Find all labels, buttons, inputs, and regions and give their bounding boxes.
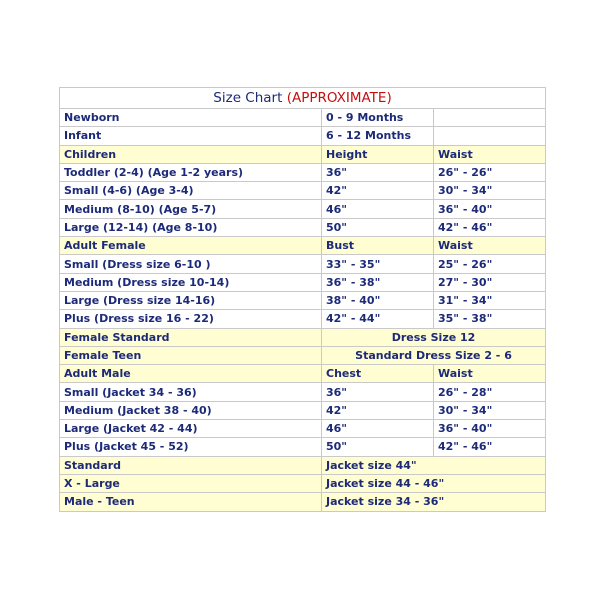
table-row (60, 145, 546, 163)
row-value-2: Waist (434, 145, 546, 163)
table-row (60, 365, 546, 383)
row-label: Small (4-6) (Age 3-4) (60, 182, 322, 200)
row-value-2: 26" - 26" (434, 163, 546, 181)
row-value-2: 36" - 40" (434, 200, 546, 218)
row-label: Plus (Dress size 16 - 22) (60, 310, 322, 328)
row-value-1: Height (322, 145, 434, 163)
row-value-1: 36" (322, 383, 434, 401)
row-value-1: 38" - 40" (322, 291, 434, 309)
row-value-1: 36" - 38" (322, 273, 434, 291)
size-chart-table (59, 87, 546, 512)
row-value: Standard Dress Size 2 - 6 (322, 346, 546, 364)
row-value-2: Waist (434, 365, 546, 383)
title-main: Size Chart (213, 89, 283, 106)
row-label: Plus (Jacket 45 - 52) (60, 438, 322, 456)
table-row (60, 163, 546, 181)
row-value-2: 35" - 38" (434, 310, 546, 328)
row-value-2: 27" - 30" (434, 273, 546, 291)
row-label: Male - Teen (60, 493, 322, 511)
table-row (60, 328, 546, 346)
table-row (60, 456, 546, 474)
row-label: Newborn (60, 109, 322, 127)
row-value-2: Waist (434, 237, 546, 255)
row-value-1: Bust (322, 237, 434, 255)
title-accent: (APPROXIMATE) (286, 89, 392, 106)
row-value-1: 46" (322, 420, 434, 438)
row-value-1: 0 - 9 Months (322, 109, 434, 127)
table-row (60, 255, 546, 273)
row-value-1: 42" - 44" (322, 310, 434, 328)
row-value-2 (434, 127, 546, 145)
row-label: Small (Dress size 6-10 ) (60, 255, 322, 273)
table-row (60, 310, 546, 328)
row-value-2: 31" - 34" (434, 291, 546, 309)
row-value-1: 50" (322, 438, 434, 456)
row-value-1: 6 - 12 Months (322, 127, 434, 145)
row-value-1: 42" (322, 182, 434, 200)
row-value-2: 42" - 46" (434, 438, 546, 456)
row-value-2: 42" - 46" (434, 218, 546, 236)
row-value-2: 36" - 40" (434, 420, 546, 438)
table-row (60, 109, 546, 127)
table-row (60, 200, 546, 218)
chart-body (60, 109, 546, 512)
table-row (60, 127, 546, 145)
row-value-2: 26" - 28" (434, 383, 546, 401)
table-row (60, 218, 546, 236)
row-value-1: 46" (322, 200, 434, 218)
row-value: Dress Size 12 (322, 328, 546, 346)
row-value: Jacket size 34 - 36" (322, 493, 546, 511)
row-value-1: 33" - 35" (322, 255, 434, 273)
row-value: Jacket size 44" (322, 456, 546, 474)
row-label: Standard (60, 456, 322, 474)
row-value-1: Chest (322, 365, 434, 383)
table-row (60, 420, 546, 438)
table-row (60, 291, 546, 309)
table-row (60, 438, 546, 456)
row-value: Jacket size 44 - 46" (322, 474, 546, 492)
row-label: Medium (8-10) (Age 5-7) (60, 200, 322, 218)
row-label: Children (60, 145, 322, 163)
row-label: X - Large (60, 474, 322, 492)
row-label: Female Standard (60, 328, 322, 346)
row-label: Female Teen (60, 346, 322, 364)
table-row (60, 493, 546, 511)
chart-title (60, 88, 546, 109)
row-value-2: 25" - 26" (434, 255, 546, 273)
table-row (60, 383, 546, 401)
table-row (60, 346, 546, 364)
table-row (60, 182, 546, 200)
row-label: Toddler (2-4) (Age 1-2 years) (60, 163, 322, 181)
row-value-2: 30" - 34" (434, 182, 546, 200)
table-row (60, 273, 546, 291)
row-label: Large (Jacket 42 - 44) (60, 420, 322, 438)
table-row (60, 474, 546, 492)
title-row (60, 88, 546, 109)
row-value-1: 36" (322, 163, 434, 181)
row-value-1: 42" (322, 401, 434, 419)
row-label: Infant (60, 127, 322, 145)
row-label: Adult Female (60, 237, 322, 255)
table-row (60, 401, 546, 419)
table-row (60, 237, 546, 255)
row-label: Large (12-14) (Age 8-10) (60, 218, 322, 236)
row-label: Medium (Dress size 10-14) (60, 273, 322, 291)
row-label: Large (Dress size 14-16) (60, 291, 322, 309)
row-label: Medium (Jacket 38 - 40) (60, 401, 322, 419)
row-value-2 (434, 109, 546, 127)
row-value-2: 30" - 34" (434, 401, 546, 419)
row-label: Adult Male (60, 365, 322, 383)
row-value-1: 50" (322, 218, 434, 236)
row-label: Small (Jacket 34 - 36) (60, 383, 322, 401)
